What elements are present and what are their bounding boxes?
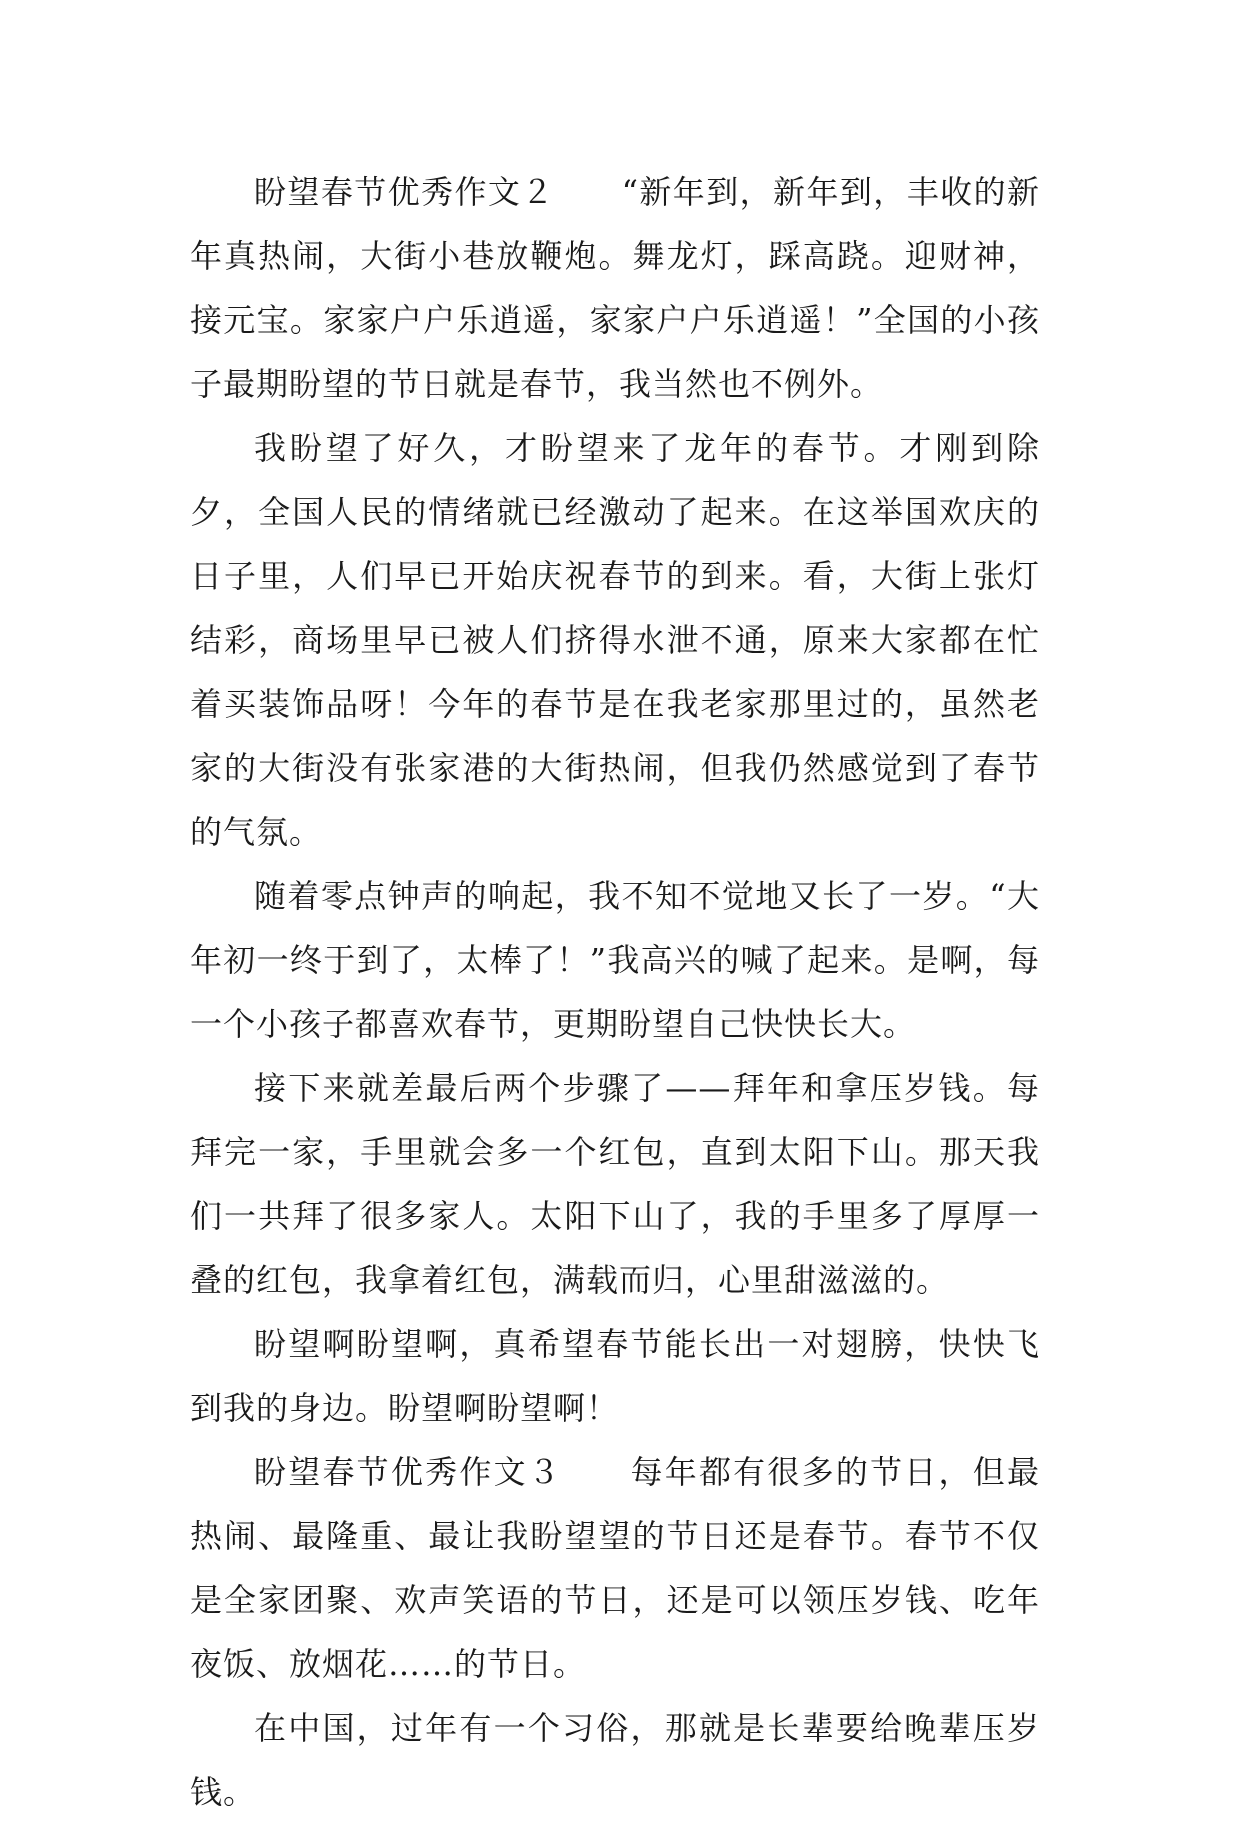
paragraph-custom: 在中国，过年有一个习俗，那就是长辈要给晚辈压岁钱。 <box>190 1709 1040 1811</box>
paragraph-spring-festival-eve: 我盼望了好久，才盼望来了龙年的春节。才刚到除夕，全国人民的情绪就已经激动了起来。在这举国欢庆的日子里，人们早已开始庆祝春节的到来。看，大街上张灯结彩，商场里早已被人们挤得水泄不通，原来大家都在忙着买装饰品呀！今年的春节是在我老家那里过的，虽然老家的大街没有张家港的大街热闹，但我仍然感觉到了春节的气氛。 <box>190 429 1040 851</box>
paragraph-essay-3-intro: 盼望春节优秀作文３ 每年都有很多的节日，但最热闹、最隆重、最让我盼望望的节日还是春节。春节不仅是全家团聚、欢声笑语的节日，还是可以领压岁钱、吃年夜饭、放烟花……的节日。 <box>190 1453 1040 1683</box>
paragraph-new-year-day: 随着零点钟声的响起，我不知不觉地又长了一岁。“大年初一终于到了，太棒了！”我高兴的喊了起来。是啊，每一个小孩子都喜欢春节，更期盼望自己快快长大。 <box>190 877 1040 1043</box>
paragraph-essay-2-intro: 盼望春节优秀作文２ “新年到，新年到，丰收的新年真热闹，大街小巷放鞭炮。舞龙灯，踩高跷。迎财神，接元宝。家家户户乐逍遥，家家户户乐逍遥！”全国的小孩子最期盼望的节日就是春节，我当然也不例外。 <box>190 173 1040 403</box>
paragraph-red-envelopes: 接下来就差最后两个步骤了——拜年和拿压岁钱。每拜完一家，手里就会多一个红包，直到太阳下山。那天我们一共拜了很多家人。太阳下山了，我的手里多了厚厚一叠的红包，我拿着红包，满载而归，心里甜滋滋的。 <box>190 1069 1040 1299</box>
paragraph-wish: 盼望啊盼望啊，真希望春节能长出一对翅膀，快快飞到我的身边。盼望啊盼望啊！ <box>190 1325 1040 1427</box>
document-body <box>190 160 1040 1824</box>
